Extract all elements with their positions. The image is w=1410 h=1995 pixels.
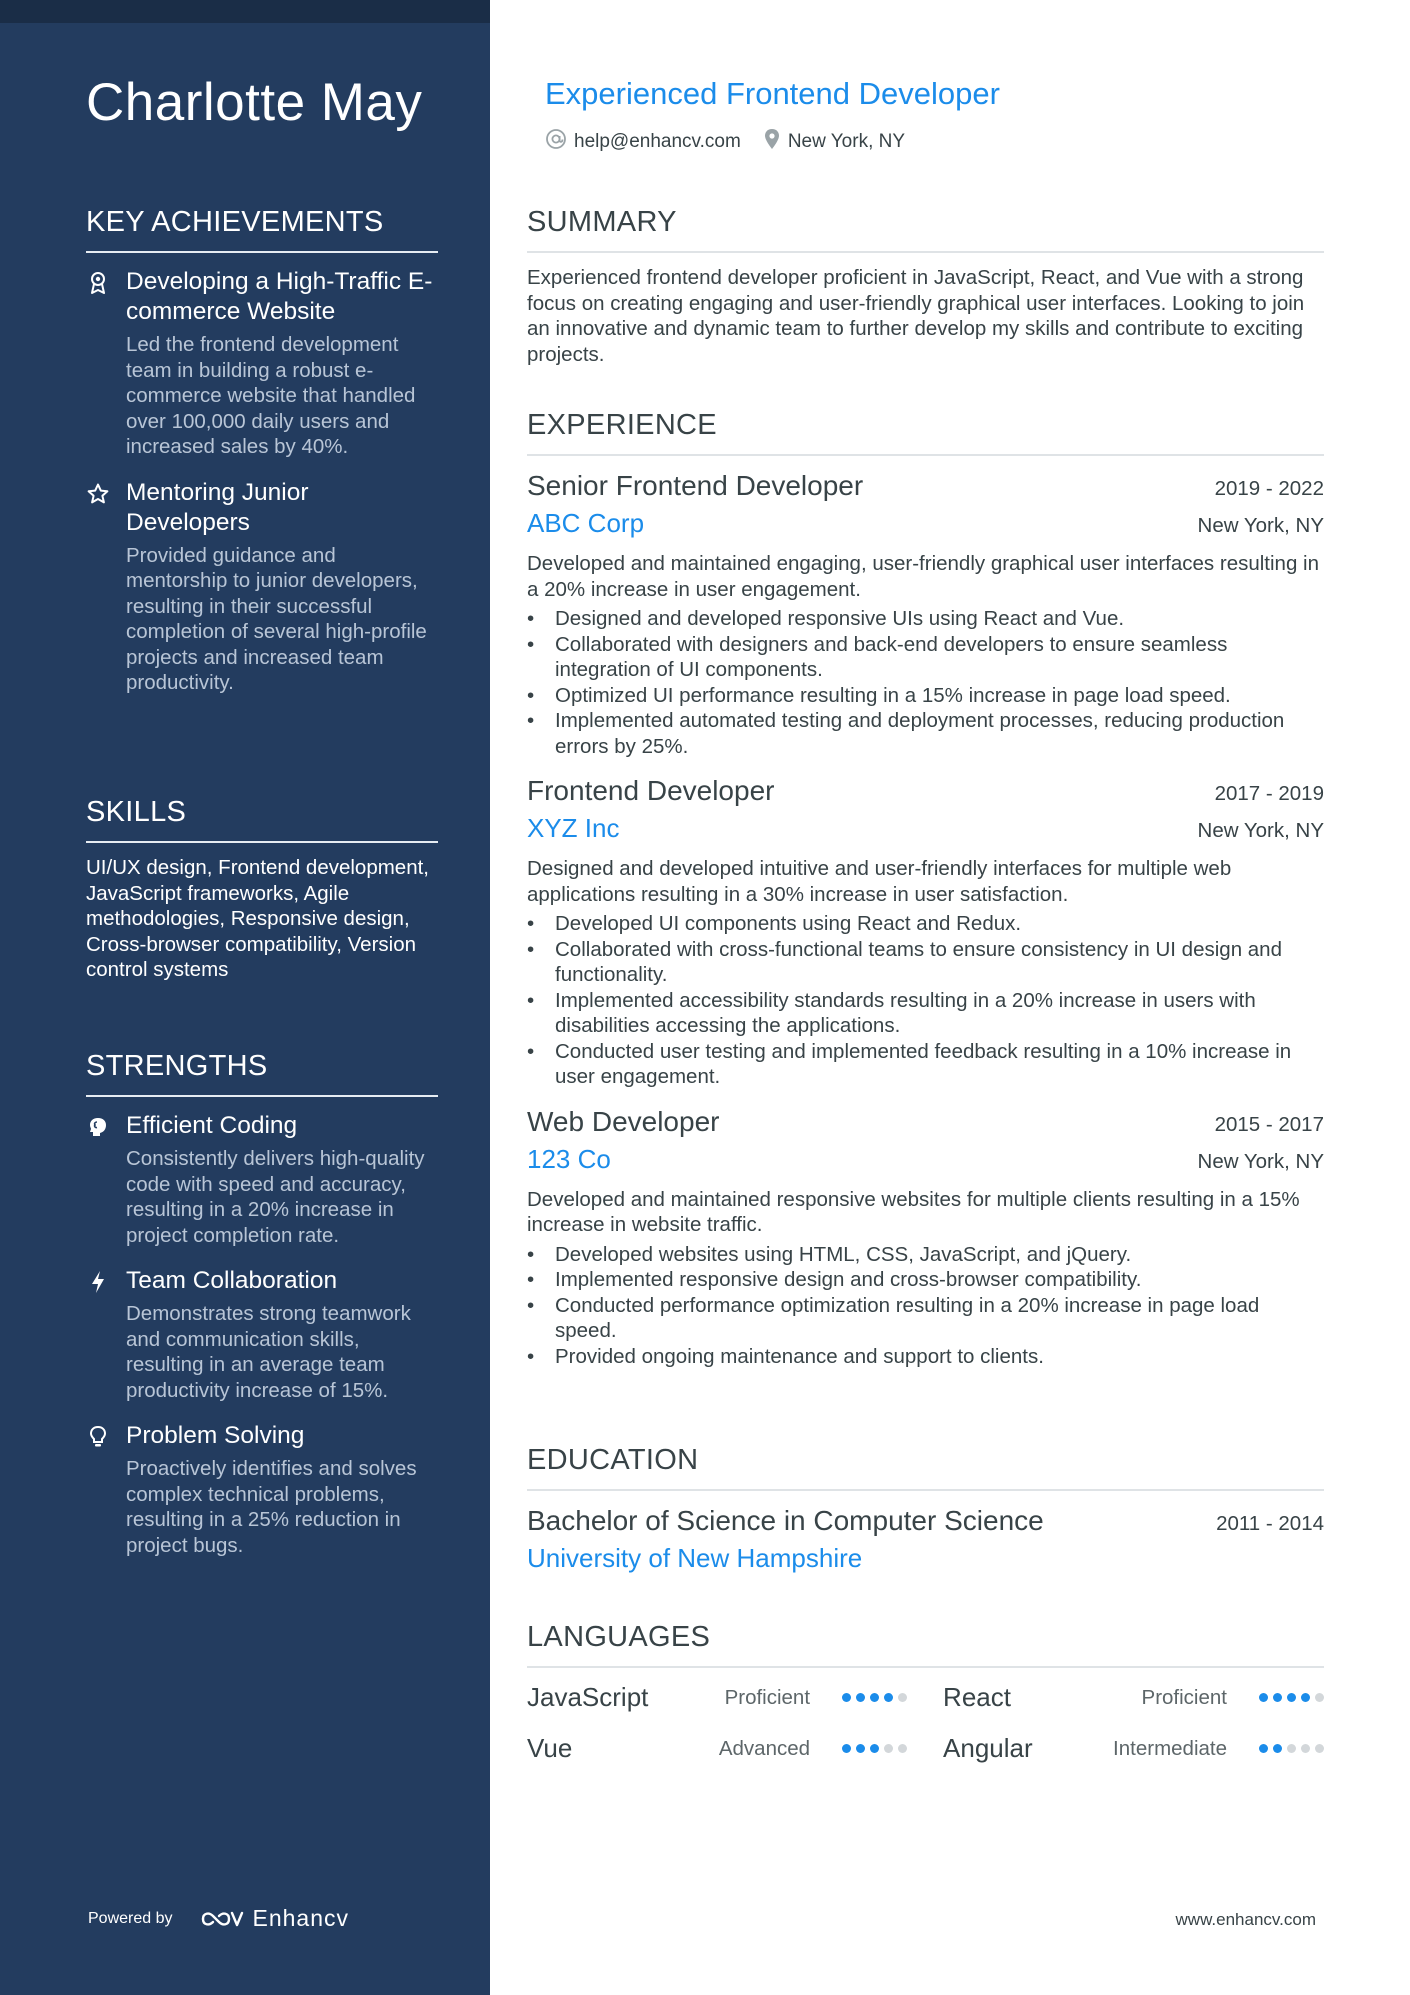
rating-dot-empty	[884, 1744, 893, 1753]
key-achievements-section	[86, 206, 438, 696]
achievement-desc: Led the frontend development team in building a robust e-commerce website that handled over 100,000 daily users and increased sales by 40%.	[126, 333, 416, 458]
job-bullet: • Implemented accessibility standards resulting in a 20% increase in users with disabilities accessing the applications.	[527, 988, 1324, 1039]
language-name: Vue	[527, 1733, 573, 1763]
brain-icon	[86, 1115, 110, 1139]
job-bullet: • Conducted user testing and implemented feedback resulting in a 10% increase in user engagement.	[527, 1039, 1324, 1090]
language-name: React	[943, 1682, 1011, 1712]
job-bullets	[527, 606, 1324, 759]
job-dates: 2017 - 2019	[1214, 782, 1324, 805]
job-bullet: • Optimized UI performance resulting in a 15% increase in page load speed.	[527, 683, 1324, 709]
education-entry	[527, 1505, 1324, 1574]
experience-section	[527, 409, 1324, 1369]
job-entry	[527, 470, 1324, 759]
language-item	[527, 1733, 907, 1764]
website-link[interactable]: www.enhancv.com	[1175, 1910, 1316, 1929]
job-entry	[527, 775, 1324, 1090]
skills-title: SKILLS	[86, 796, 438, 843]
candidate-name: Charlotte May	[86, 73, 423, 132]
email-text: help@enhancv.com	[574, 131, 741, 152]
language-item	[943, 1733, 1324, 1764]
rating-dot-empty	[1301, 1744, 1310, 1753]
brand-name: Enhancv	[252, 1905, 350, 1931]
language-rating	[842, 1693, 907, 1702]
strengths-title: STRENGTHS	[86, 1050, 438, 1097]
job-bullet: • Developed websites using HTML, CSS, JavaScript, and jQuery.	[527, 1242, 1324, 1268]
job-bullet: • Provided ongoing maintenance and support to clients.	[527, 1344, 1324, 1370]
job-bullets	[527, 911, 1324, 1090]
strength-title: Team Collaboration	[126, 1267, 338, 1294]
sidebar	[0, 0, 490, 1995]
strength-item	[86, 1421, 438, 1558]
job-company: ABC Corp	[527, 508, 645, 538]
summary-title: SUMMARY	[527, 206, 1324, 253]
job-description: Developed and maintained engaging, user-friendly graphical user interfaces resulting in a 20% increase in user engagement.	[527, 552, 1320, 601]
rating-dot-filled	[856, 1744, 865, 1753]
education-title: EDUCATION	[527, 1444, 1324, 1491]
education-dates: 2011 - 2014	[1216, 1512, 1324, 1535]
education-section	[527, 1444, 1324, 1574]
star-icon	[86, 482, 110, 506]
at-icon	[545, 128, 567, 156]
language-level: Proficient	[724, 1685, 811, 1709]
strength-desc: Demonstrates strong teamwork and communication skills, resulting in an average team productivity increase of 15%.	[126, 1302, 411, 1402]
summary-section	[527, 206, 1324, 367]
achievement-item	[86, 478, 438, 696]
rating-dot-empty	[898, 1744, 907, 1753]
lightbulb-icon	[86, 1425, 110, 1449]
language-rating	[842, 1744, 907, 1753]
job-dates: 2015 - 2017	[1214, 1112, 1324, 1136]
language-level: Advanced	[718, 1736, 811, 1760]
job-bullet: • Developed UI components using React and Redux.	[527, 911, 1324, 937]
enhancv-brand[interactable]	[199, 1905, 350, 1932]
job-company: XYZ Inc	[527, 813, 620, 843]
experience-title: EXPERIENCE	[527, 409, 1324, 456]
job-bullet: • Designed and developed responsive UIs using React and Vue.	[527, 606, 1324, 632]
languages-grid	[527, 1682, 1324, 1764]
rating-dot-filled	[884, 1693, 893, 1702]
key-achievements-title: KEY ACHIEVEMENTS	[86, 206, 438, 253]
achievement-desc: Provided guidance and mentorship to junior developers, resulting in their successful completion of several high-profile projects and increased team productivity.	[126, 543, 427, 694]
rating-dot-filled	[1259, 1693, 1268, 1702]
lightning-icon	[86, 1270, 110, 1294]
language-item	[527, 1682, 907, 1713]
job-bullet: • Collaborated with designers and back-end developers to ensure seamless integration of UI components.	[527, 632, 1324, 683]
powered-by	[88, 1905, 349, 1932]
location-pin-icon	[763, 128, 781, 156]
rating-dot-filled	[842, 1744, 851, 1753]
job-title: Frontend Developer	[527, 775, 775, 806]
job-bullets	[527, 1242, 1324, 1370]
job-location: New York, NY	[1197, 514, 1324, 537]
job-entry	[527, 1106, 1324, 1370]
strength-desc: Proactively identifies and solves complex technical problems, resulting in a 25% reduction in project bugs.	[126, 1457, 417, 1557]
job-bullet: • Implemented responsive design and cross-browser compatibility.	[527, 1267, 1324, 1293]
skills-section	[86, 796, 438, 983]
enhancv-logo-icon	[199, 1907, 245, 1931]
job-bullet: • Implemented automated testing and deployment processes, reducing production errors by 25%.	[527, 708, 1324, 759]
job-bullet: • Collaborated with cross-functional teams to ensure consistency in UI design and functionality.	[527, 937, 1324, 988]
job-location: New York, NY	[1197, 1149, 1324, 1173]
job-location: New York, NY	[1197, 819, 1324, 842]
headline: Experienced Frontend Developer	[545, 76, 1000, 111]
achievement-title: Developing a High-Traffic E-commerce Website	[126, 268, 433, 325]
language-rating	[1259, 1744, 1324, 1753]
rating-dot-filled	[870, 1744, 879, 1753]
achievement-item	[86, 267, 438, 460]
strength-title: Efficient Coding	[126, 1112, 298, 1139]
contact-row	[545, 128, 905, 156]
language-name: JavaScript	[527, 1682, 649, 1712]
rating-dot-filled	[1273, 1744, 1282, 1753]
language-level: Proficient	[1141, 1685, 1227, 1709]
languages-section	[527, 1621, 1324, 1764]
strength-item	[86, 1111, 438, 1248]
degree: Bachelor of Science in Computer Science	[527, 1505, 1044, 1536]
rating-dot-filled	[842, 1693, 851, 1702]
job-bullet: • Conducted performance optimization resulting in a 20% increase in page load speed.	[527, 1293, 1324, 1344]
job-title: Senior Frontend Developer	[527, 470, 864, 501]
achievement-title: Mentoring Junior Developers	[126, 478, 309, 536]
school: University of New Hampshire	[527, 1543, 863, 1573]
rating-dot-filled	[1301, 1693, 1310, 1702]
language-name: Angular	[943, 1733, 1033, 1763]
award-icon	[86, 271, 110, 295]
language-rating	[1259, 1693, 1324, 1702]
sidebar-top-strip	[0, 0, 490, 23]
rating-dot-empty	[1287, 1744, 1296, 1753]
rating-dot-filled	[856, 1693, 865, 1702]
job-description: Developed and maintained responsive websites for multiple clients resulting in a 15% increase in website traffic.	[527, 1187, 1300, 1236]
rating-dot-filled	[1287, 1693, 1296, 1702]
job-dates: 2019 - 2022	[1214, 477, 1324, 500]
rating-dot-empty	[898, 1693, 907, 1702]
job-title: Web Developer	[527, 1105, 720, 1137]
rating-dot-empty	[1315, 1693, 1324, 1702]
strengths-section	[86, 1050, 438, 1558]
strength-item	[86, 1266, 438, 1403]
rating-dot-filled	[1259, 1744, 1268, 1753]
location-item	[763, 128, 905, 156]
language-level: Intermediate	[1113, 1736, 1227, 1760]
job-description: Designed and developed intuitive and user-friendly interfaces for multiple web applications resulting in a 30% increase in user satisfaction.	[527, 857, 1232, 906]
strength-desc: Consistently delivers high-quality code with speed and accuracy, resulting in a 20% increase in project completion rate.	[126, 1147, 425, 1247]
job-company: 123 Co	[527, 1143, 611, 1174]
language-item	[943, 1682, 1324, 1713]
rating-dot-filled	[1273, 1693, 1282, 1702]
email-item[interactable]	[545, 128, 741, 156]
strength-title: Problem Solving	[126, 1422, 305, 1449]
rating-dot-empty	[1315, 1744, 1324, 1753]
powered-by-label: Powered by	[88, 1909, 173, 1927]
rating-dot-filled	[870, 1693, 879, 1702]
location-text: New York, NY	[787, 131, 906, 152]
skills-list: UI/UX design, Frontend development, JavaScript frameworks, Agile methodologies, Responsive design, Cross-browser compatibility, Version control systems	[86, 856, 429, 981]
languages-title: LANGUAGES	[527, 1621, 1324, 1668]
summary-text: Experienced frontend developer proficient in JavaScript, React, and Vue with a strong focus on creating engaging and user-friendly graphical user interfaces. Looking to join an innovative and dynamic team to further develop my skills and contribute to exciting projects.	[527, 266, 1305, 366]
